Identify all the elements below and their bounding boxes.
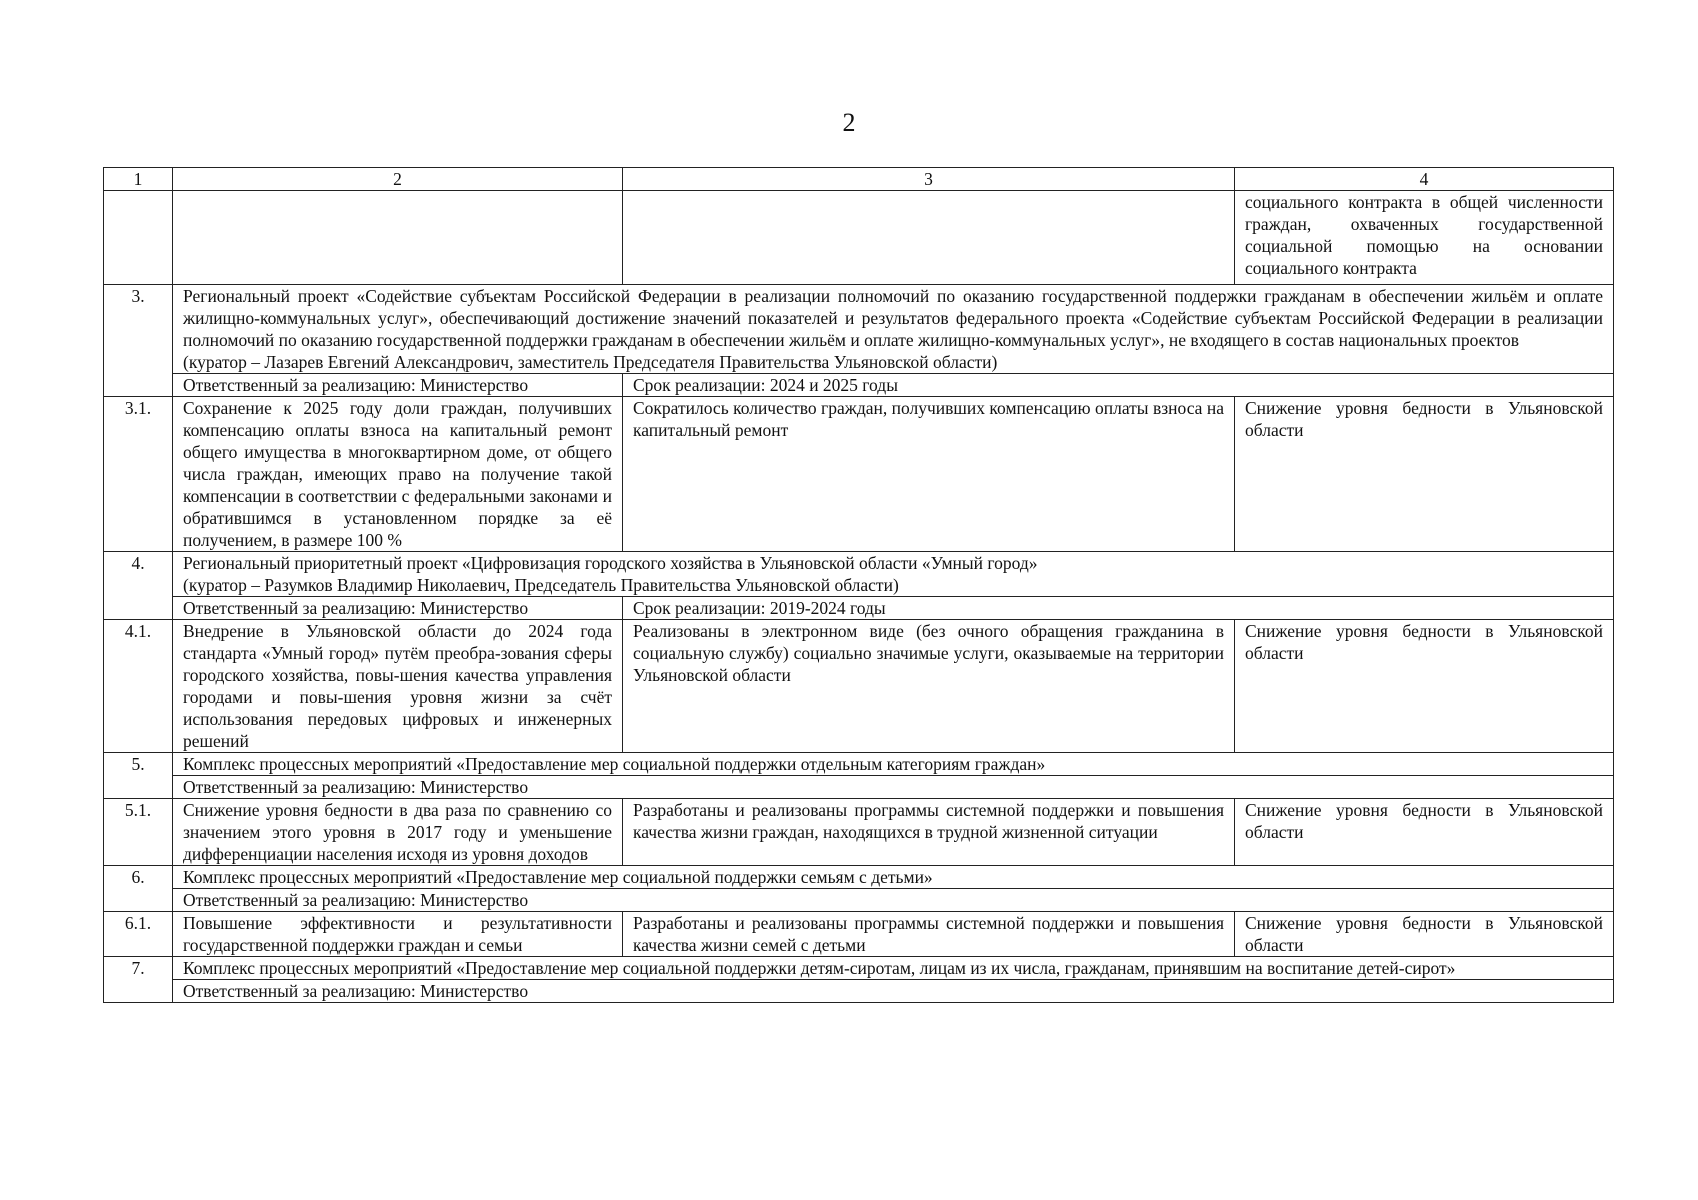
responsible-cell: Ответственный за реализацию: Министерство	[173, 597, 623, 620]
result-cell: Разработаны и реализованы программы системной поддержки и повышения качества жизни граждан, находящихся в трудной жизненной ситуации	[623, 799, 1235, 866]
task-cell: Снижение уровня бедности в два раза по сравнению со значением этого уровня в 2017 году и уменьшение дифференциации населения исходя из уровня доходов	[173, 799, 623, 866]
indicator-cell: социального контракта в общей численности граждан, охваченных государственной социальной помощью на основании социального контракта	[1235, 191, 1614, 285]
indicator-cell: Снижение уровня бедности в Ульяновской области	[1235, 799, 1614, 866]
section-title: Региональный приоритетный проект «Цифровизация городского хозяйства в Ульяновской области «Умный город»	[183, 553, 1038, 573]
page-number: 2	[842, 108, 856, 137]
column-number-header	[104, 168, 1614, 191]
measures-table	[103, 167, 1614, 1003]
section-header-row	[104, 552, 1614, 597]
column-header-1: 1	[104, 168, 173, 191]
section-curator: (куратор – Разумков Владимир Николаевич, Председатель Правительства Ульяновской области)	[183, 575, 899, 595]
responsible-row	[104, 889, 1614, 912]
empty-cell	[104, 191, 173, 285]
section-title-cell	[173, 552, 1614, 597]
table-row	[104, 799, 1614, 866]
section-header-row	[104, 957, 1614, 980]
section-number: 6.	[104, 866, 173, 912]
table-row	[104, 397, 1614, 552]
term-cell: Срок реализации: 2019-2024 годы	[623, 597, 1614, 620]
section-title: Комплекс процессных мероприятий «Предоставление мер социальной поддержки детям-сиротам, лицам из их числа, гражданам, принявшим на воспитание детей-сирот»	[173, 957, 1614, 980]
task-cell: Внедрение в Ульяновской области до 2024 года стандарта «Умный город» путём преобра-зования сферы городского хозяйства, повы-шения качества управления городами и повы-шения уровня жизни за счёт использования передовых цифровых и инженерных решений	[173, 620, 623, 753]
empty-cell	[623, 191, 1235, 285]
indicator-cell: Снижение уровня бедности в Ульяновской области	[1235, 397, 1614, 552]
table-row	[104, 620, 1614, 753]
responsible-cell: Ответственный за реализацию: Министерство	[173, 374, 623, 397]
task-cell: Сохранение к 2025 году доли граждан, получивших компенсацию оплаты взноса на капитальный ремонт общего имущества в многоквартирном доме, от общего числа граждан, имеющих право на получение такой компенсации в соответствии с федеральными законами и обратившимся в установленном порядке за её получением, в размере 100 %	[173, 397, 623, 552]
indicator-cell: Снижение уровня бедности в Ульяновской области	[1235, 620, 1614, 753]
result-cell: Реализованы в электронном виде (без очного обращения гражданина в социальную службу) социально значимые услуги, оказываемые на территории Ульяновской области	[623, 620, 1235, 753]
task-cell: Повышение эффективности и результативности государственной поддержки граждан и семьи	[173, 912, 623, 957]
result-cell: Разработаны и реализованы программы системной поддержки и повышения качества жизни семей с детьми	[623, 912, 1235, 957]
result-cell: Сократилось количество граждан, получивших компенсацию оплаты взноса на капитальный ремонт	[623, 397, 1235, 552]
item-number: 6.1.	[104, 912, 173, 957]
column-header-2: 2	[173, 168, 623, 191]
empty-cell	[173, 191, 623, 285]
section-number: 4.	[104, 552, 173, 620]
item-number: 3.1.	[104, 397, 173, 552]
responsible-row	[104, 776, 1614, 799]
responsible-row	[104, 374, 1614, 397]
responsible-row	[104, 980, 1614, 1003]
section-number: 3.	[104, 285, 173, 397]
section-title-cell	[173, 285, 1614, 374]
term-cell: Срок реализации: 2024 и 2025 годы	[623, 374, 1614, 397]
indicator-cell: Снижение уровня бедности в Ульяновской области	[1235, 912, 1614, 957]
section-title: Комплекс процессных мероприятий «Предоставление мер социальной поддержки семьям с детьми»	[173, 866, 1614, 889]
responsible-row	[104, 597, 1614, 620]
table-row	[104, 191, 1614, 285]
section-curator: (куратор – Лазарев Евгений Александрович, заместитель Председателя Правительства Ульяновской области)	[183, 352, 998, 372]
responsible-cell: Ответственный за реализацию: Министерство	[173, 980, 1614, 1003]
responsible-cell: Ответственный за реализацию: Министерство	[173, 889, 1614, 912]
section-number: 7.	[104, 957, 173, 1003]
column-header-3: 3	[623, 168, 1235, 191]
section-header-row	[104, 866, 1614, 889]
item-number: 5.1.	[104, 799, 173, 866]
section-title: Комплекс процессных мероприятий «Предоставление мер социальной поддержки отдельным категориям граждан»	[173, 753, 1614, 776]
section-header-row	[104, 753, 1614, 776]
column-header-4: 4	[1235, 168, 1614, 191]
item-number: 4.1.	[104, 620, 173, 753]
section-title: Региональный проект «Содействие субъектам Российской Федерации в реализации полномочий по оказанию государственной поддержки гражданам в обеспечении жильём и оплате жилищно-коммунальных услуг», обеспечивающий достижение значений показателей и результатов федерального проекта «Содействие субъектам Российской Федерации в реализации полномочий по оказанию государственной поддержки гражданам в обеспечении жильём и оплате жилищно-коммунальных услуг», не входящего в состав национальных проектов	[183, 286, 1603, 350]
responsible-cell: Ответственный за реализацию: Министерство	[173, 776, 1614, 799]
section-number: 5.	[104, 753, 173, 799]
table-row	[104, 912, 1614, 957]
section-header-row	[104, 285, 1614, 374]
